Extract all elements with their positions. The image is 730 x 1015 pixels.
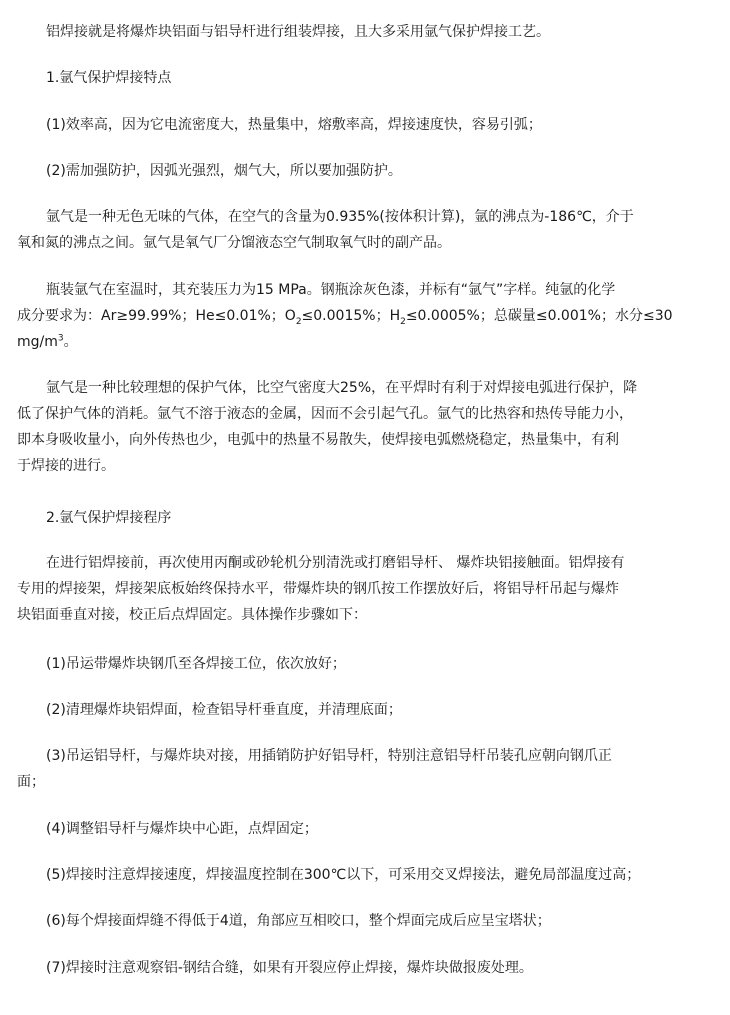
step-7 — [17, 955, 713, 981]
text-line: 低了保护气体的消耗。氩气不溶于液态的金属，因而不会引起气孔。氩气的比热容和热传导能力小， — [17, 406, 633, 422]
list-item-1-2 — [17, 158, 713, 184]
text-line: 氧和氮的沸点之间。氩气是氧气厂分馏液态空气制取氧气时的副产品。 — [17, 235, 451, 251]
text-line: (2)需加强防护，因弧光强烈，烟气大，所以要加强防护。 — [46, 163, 402, 179]
text-line: 面； — [17, 774, 45, 790]
text-line: (1)效率高，因为它电流密度大，热量集中，熔敷率高，焊接速度快，容易引弧； — [46, 117, 542, 133]
text-line: (1)吊运带爆炸块钢爪至各焊接工位，依次放好； — [46, 656, 346, 672]
paragraph-intro — [17, 19, 713, 45]
text-line: 即本身吸收量小，向外传热也少，电弧中的热量不易散失，使焊接电弧燃烧稳定，热量集中，有利 — [17, 432, 619, 448]
paragraph-argon-properties — [17, 204, 713, 256]
text-line: (6)每个焊接面焊缝不得低于4道，角部应互相咬口，整个焊面完成后应呈宝塔状； — [46, 913, 551, 929]
text-line: 2.氩气保护焊接程序 — [46, 510, 172, 526]
paragraph-procedure-intro — [17, 550, 713, 628]
step-2 — [17, 697, 713, 723]
text-line: 铝焊接就是将爆炸块铝面与铝导杆进行组装焊接，且大多采用氩气保护焊接工艺。 — [46, 24, 550, 40]
text-line: 氩气是一种比较理想的保护气体，比空气密度大25%，在平焊时有利于对焊接电弧进行保护，降 — [46, 380, 638, 396]
text-line: 专用的焊接架，焊接架底板始终保持水平，带爆炸块的钢爪按工作摆放好后，将铝导杆吊起与爆炸 — [17, 581, 619, 597]
text-line: 块铝面垂直对接，校正后点焊固定。具体操作步骤如下： — [17, 607, 367, 623]
paragraph-bottled-argon — [17, 277, 713, 355]
heading-section-1 — [17, 65, 713, 91]
text-line: (7)焊接时注意观察铝-钢结合缝，如果有开裂应停止焊接，爆炸块做报废处理。 — [46, 960, 533, 976]
step-1 — [17, 651, 713, 677]
text-line: 1.氩气保护焊接特点 — [46, 70, 172, 86]
text-line: 于焊接的进行。 — [17, 458, 115, 474]
text-line: (4)调整铝导杆与爆炸块中心距，点焊固定； — [46, 821, 318, 837]
text-line: (3)吊运铝导杆，与爆炸块对接，用插销防护好铝导杆，特别注意铝导杆吊装孔应朝向钢爪正 — [46, 748, 612, 764]
step-6 — [17, 908, 713, 934]
paragraph-argon-shielding — [17, 375, 713, 479]
text-line: (2)清理爆炸块铝焊面，检查铝导杆垂直度，并清理底面； — [46, 702, 402, 718]
text-line: (5)焊接时注意焊接速度，焊接温度控制在300℃以下，可采用交叉焊接法，避免局部温度过高； — [46, 867, 641, 883]
heading-section-2 — [17, 505, 713, 531]
text-line: 氩气是一种无色无味的气体，在空气的含量为0.935%(按体积计算)，氩的沸点为-186℃，介于 — [46, 209, 634, 225]
step-3 — [17, 743, 713, 795]
text-line: 在进行铝焊接前，再次使用丙酮或砂轮机分别清洗或打磨铝导杆、 爆炸块铝接触面。铝焊接有 — [46, 555, 625, 571]
step-4 — [17, 816, 713, 842]
list-item-1-1 — [17, 112, 713, 138]
composition-line: 成分要求为：Ar≥99.99%；He≤0.01%；$O_2\le 0.0015\%$；$H_2\le 0.0005\%$；总碳量≤0.001%；水分≤30 — [17, 308, 673, 327]
text-line: 瓶装氩气在室温时，其充装压力为15 MPa。钢瓶涂灰色漆，并标有“氩气”字样。纯氩的化学 — [46, 282, 616, 298]
step-5 — [17, 862, 713, 888]
composition-unit-line: $mg/m^3$。 — [17, 333, 78, 350]
